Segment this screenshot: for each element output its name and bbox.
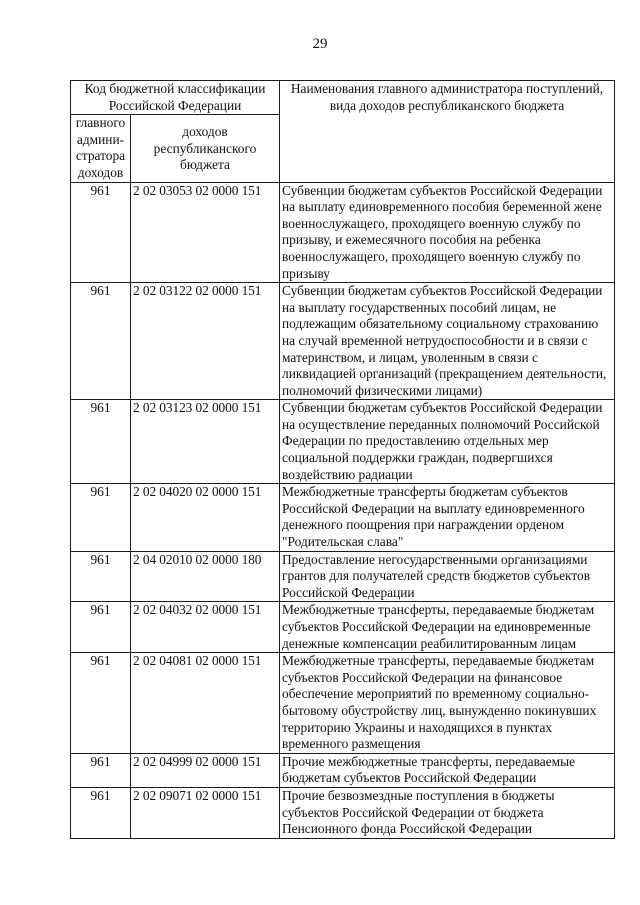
cell-administrator-code: 961 — [71, 551, 131, 602]
header-main-administrator: главного админи-стратора доходов — [71, 115, 131, 182]
cell-income-code: 2 02 04032 02 0000 151 — [131, 602, 280, 653]
table-row — [71, 787, 615, 838]
cell-income-name: Субвенции бюджетам субъектов Российской Федерации на выплату единовременного пособия беременной жене военнослужащего, проходящего военную службу по призыву, и ежемесячного пособия на ребенка военнослужащего, проходящего военную службу по призыву — [280, 182, 615, 283]
budget-classification-table — [70, 80, 615, 839]
table-row — [71, 283, 615, 400]
table-row — [71, 602, 615, 653]
table-row — [71, 182, 615, 283]
cell-administrator-code: 961 — [71, 484, 131, 551]
table-body — [71, 81, 615, 839]
table-row — [71, 753, 615, 787]
cell-income-name: Межбюджетные трансферты бюджетам субъектов Российской Федерации на выплату единовременного денежного поощрения при награждении орденом "Родительская слава" — [280, 484, 615, 551]
cell-administrator-code: 961 — [71, 283, 131, 400]
cell-income-code: 2 02 04999 02 0000 151 — [131, 753, 280, 787]
cell-income-name: Субвенции бюджетам субъектов Российской Федерации на выплату государственных пособий лицам, не подлежащим обязательному социальному страхованию на случай временной нетрудоспособности и в связи с материнством, и лицам, уволенным в связи с ликвидацией организаций (прекращением деятельности, полномочий физическими лицами) — [280, 283, 615, 400]
cell-administrator-code: 961 — [71, 653, 131, 754]
header-budget-classification-code: Код бюджетной классификации Российской Федерации — [71, 81, 280, 115]
cell-income-name: Межбюджетные трансферты, передаваемые бюджетам субъектов Российской Федерации на единовременные денежные компенсации реабилитированным лицам — [280, 602, 615, 653]
cell-income-name: Предоставление негосударственными организациями грантов для получателей средств бюджетов субъектов Российской Федерации — [280, 551, 615, 602]
header-republican-income: доходов республиканского бюджета — [131, 115, 280, 182]
cell-income-name: Прочие безвозмездные поступления в бюджеты субъектов Российской Федерации от бюджета Пенсионного фонда Российской Федерации — [280, 787, 615, 838]
cell-income-code: 2 02 03122 02 0000 151 — [131, 283, 280, 400]
cell-income-code: 2 02 03053 02 0000 151 — [131, 182, 280, 283]
table-row — [71, 551, 615, 602]
page-number: 29 — [312, 36, 328, 52]
table-row — [71, 653, 615, 754]
cell-income-code: 2 02 04081 02 0000 151 — [131, 653, 280, 754]
table-row — [71, 400, 615, 484]
cell-administrator-code: 961 — [71, 787, 131, 838]
cell-income-code: 2 02 09071 02 0000 151 — [131, 787, 280, 838]
cell-administrator-code: 961 — [71, 182, 131, 283]
header-administrator-name: Наименования главного администратора поступлений, вида доходов республиканского бюджета — [280, 81, 615, 183]
cell-administrator-code: 961 — [71, 753, 131, 787]
header-row-top — [71, 81, 615, 115]
cell-administrator-code: 961 — [71, 400, 131, 484]
cell-income-code: 2 02 03123 02 0000 151 — [131, 400, 280, 484]
cell-income-name: Субвенции бюджетам субъектов Российской Федерации на осуществление переданных полномочий Российской Федерации по предоставлению отдельных мер социальной поддержки граждан, подвергшихся воздействию радиации — [280, 400, 615, 484]
table-row — [71, 484, 615, 551]
cell-income-name: Прочие межбюджетные трансферты, передаваемые бюджетам субъектов Российской Федерации — [280, 753, 615, 787]
cell-income-name: Межбюджетные трансферты, передаваемые бюджетам субъектов Российской Федерации на финансовое обеспечение мероприятий по временному социально-бытовому обустройству лиц, вынужденно покинувших территорию Украины и находящихся в пунктах временного размещения — [280, 653, 615, 754]
cell-income-code: 2 02 04020 02 0000 151 — [131, 484, 280, 551]
cell-income-code: 2 04 02010 02 0000 180 — [131, 551, 280, 602]
cell-administrator-code: 961 — [71, 602, 131, 653]
